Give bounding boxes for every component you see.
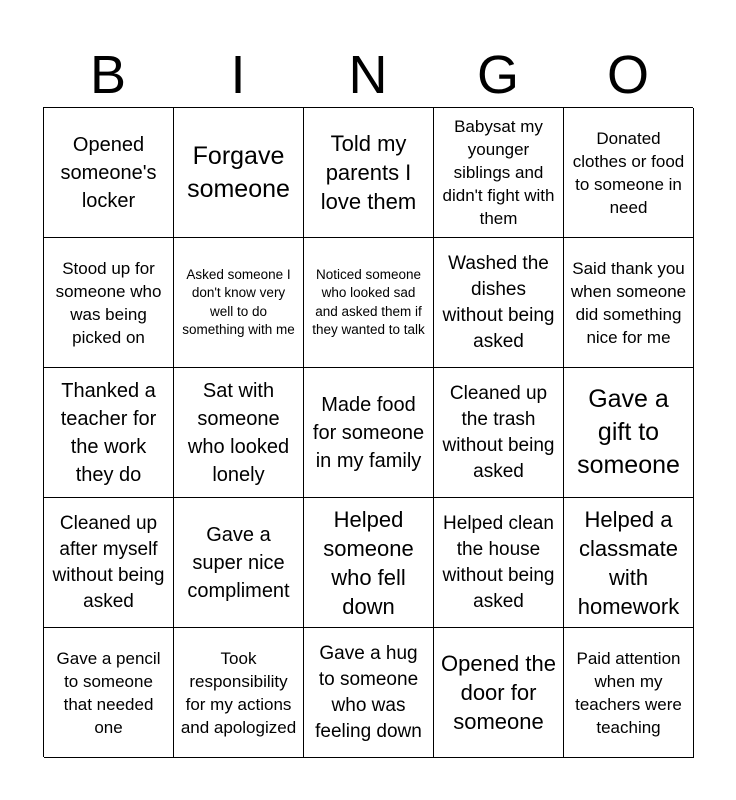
bingo-cell[interactable]: [434, 498, 564, 628]
cell-text: Forgave someone: [187, 141, 290, 203]
bingo-cell[interactable]: [44, 108, 174, 238]
bingo-cell[interactable]: [174, 368, 304, 498]
cell-text: Gave a pencil to someone that needed one: [56, 648, 161, 737]
cell-text: Told my parents I love them: [320, 131, 417, 214]
bingo-cell[interactable]: [434, 238, 564, 368]
cell-text: Opened the door for someone: [441, 651, 556, 734]
header-letter-i: I: [230, 45, 246, 105]
bingo-cell[interactable]: [564, 238, 694, 368]
cell-text: Thanked a teacher for the work they do: [60, 379, 157, 486]
bingo-cell[interactable]: [44, 498, 174, 628]
bingo-header: [43, 44, 693, 106]
cell-text: Gave a super nice compliment: [187, 523, 290, 602]
cell-text: Said thank you when someone did something nice for me: [570, 258, 687, 347]
cell-text: Donated clothes or food to someone in need: [572, 128, 685, 217]
cell-text: Asked someone I don't know very well to do something with me: [182, 266, 295, 337]
bingo-cell[interactable]: [304, 498, 434, 628]
cell-text: Sat with someone who looked lonely: [187, 379, 290, 486]
cell-text: Cleaned up after myself without being asked: [52, 512, 165, 612]
bingo-cell[interactable]: [564, 368, 694, 498]
cell-text: Took responsibility for my actions and apologized: [180, 648, 297, 737]
bingo-cell[interactable]: [44, 628, 174, 758]
bingo-cell[interactable]: [304, 628, 434, 758]
cell-text: Helped someone who fell down: [323, 506, 414, 619]
cell-text: Stood up for someone who was being picked on: [55, 258, 162, 347]
cell-text: Paid attention when my teachers were teaching: [575, 648, 682, 737]
cell-text: Cleaned up the trash without being asked: [442, 382, 555, 482]
bingo-cell[interactable]: [174, 108, 304, 238]
cell-text: Opened someone's locker: [60, 133, 157, 212]
bingo-cell[interactable]: [174, 498, 304, 628]
cell-text: Helped a classmate with homework: [577, 506, 680, 619]
header-letter-n: N: [348, 45, 388, 105]
bingo-cell[interactable]: [174, 628, 304, 758]
bingo-cell[interactable]: [434, 628, 564, 758]
header-letter-g: G: [476, 45, 519, 105]
bingo-cell[interactable]: [564, 108, 694, 238]
cell-text: Gave a hug to someone who was feeling down: [315, 642, 422, 742]
bingo-cell[interactable]: [564, 628, 694, 758]
bingo-board: [43, 107, 693, 757]
bingo-cell[interactable]: [564, 498, 694, 628]
bingo-cell[interactable]: [44, 368, 174, 498]
bingo-cell[interactable]: [174, 238, 304, 368]
cell-text: Washed the dishes without being asked: [442, 252, 555, 352]
bingo-cell[interactable]: [44, 238, 174, 368]
bingo-cell[interactable]: [304, 238, 434, 368]
cell-text: Made food for someone in my family: [312, 393, 425, 472]
cell-text: Babysat my younger siblings and didn't fight with them: [442, 117, 555, 228]
cell-text: Gave a gift to someone: [577, 385, 680, 479]
bingo-cell[interactable]: [434, 368, 564, 498]
cell-text: Noticed someone who looked sad and asked them if they wanted to talk: [312, 266, 425, 337]
cell-text: Helped clean the house without being asked: [442, 512, 555, 612]
bingo-cell[interactable]: [304, 368, 434, 498]
bingo-cell[interactable]: [434, 108, 564, 238]
header-letter-o: O: [606, 45, 649, 105]
bingo-cell[interactable]: [304, 108, 434, 238]
header-letter-b: B: [89, 45, 127, 105]
